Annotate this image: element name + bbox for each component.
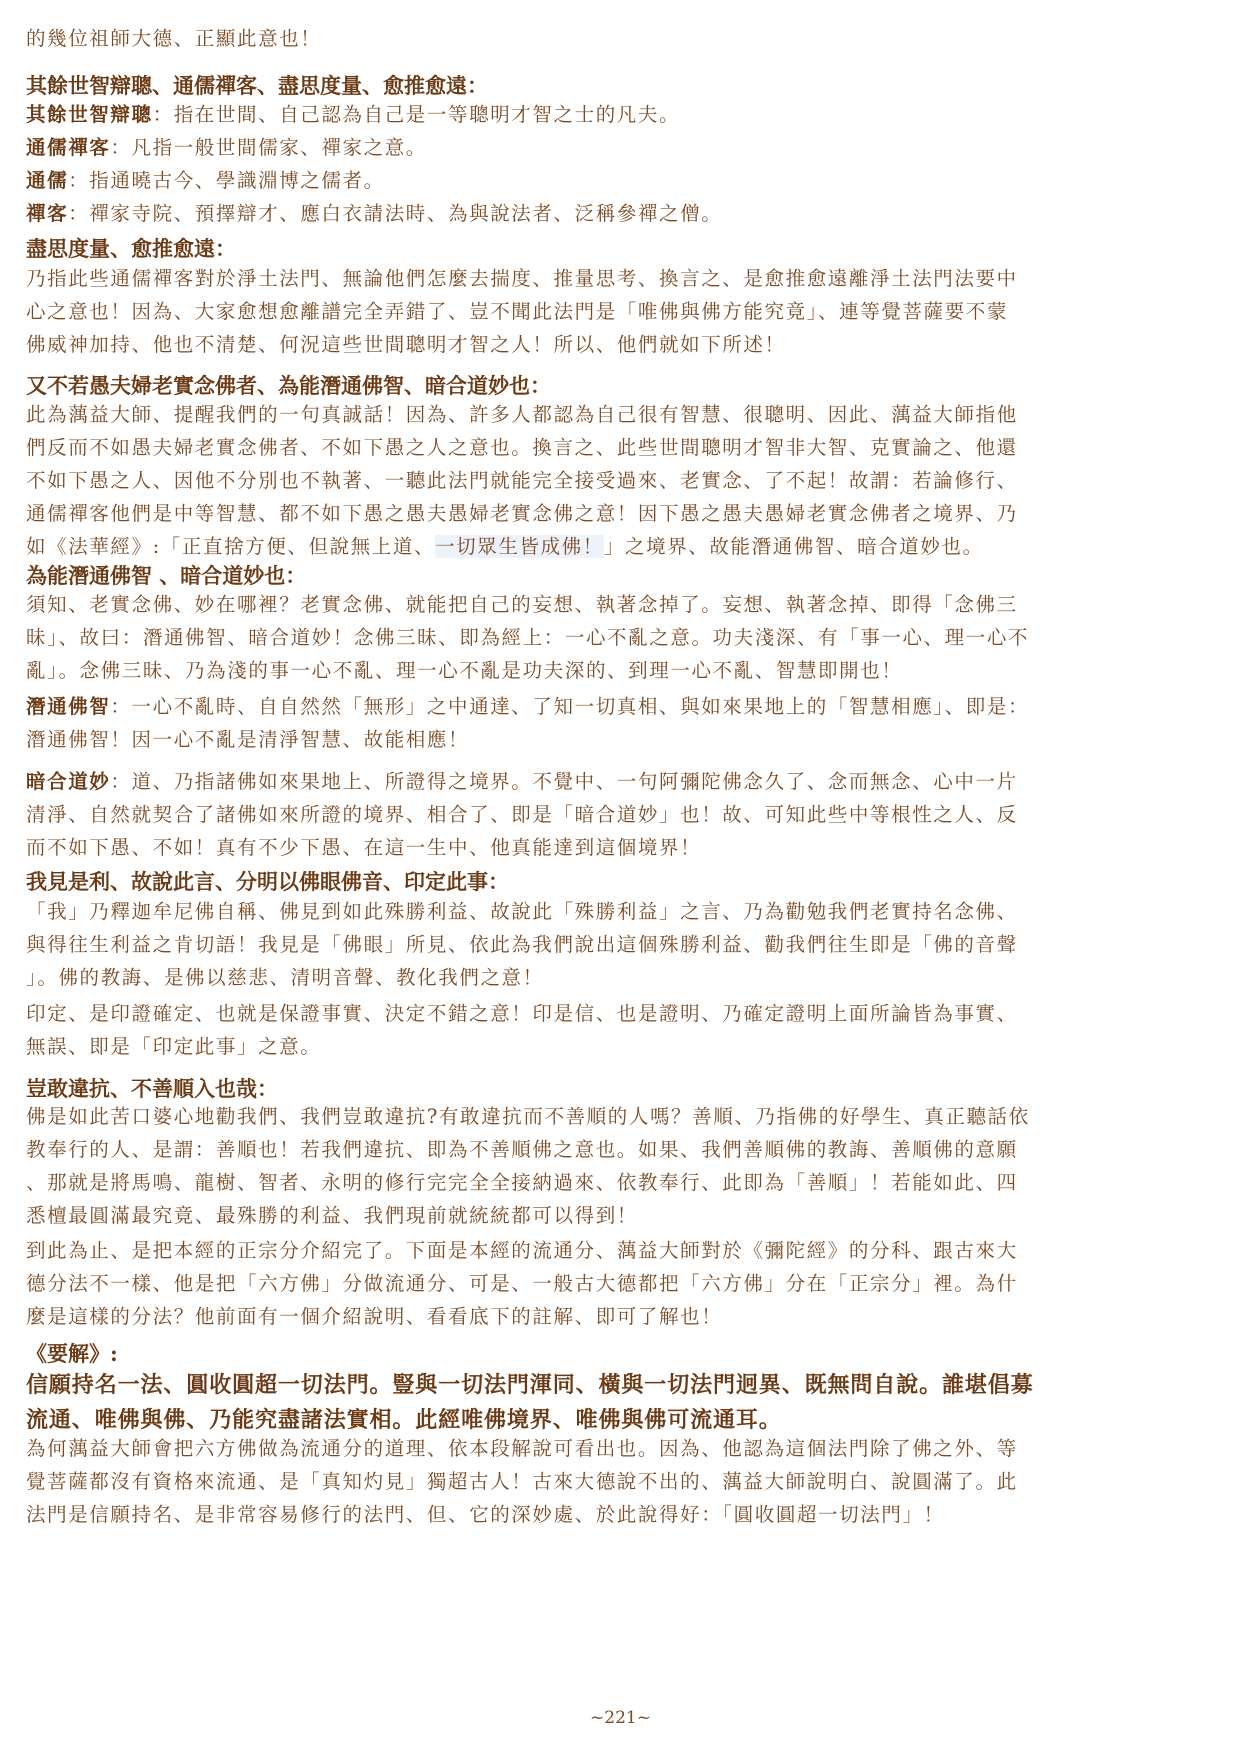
- section-heading: 我見是利、故說此言、分明以佛眼佛音、印定此事：: [26, 869, 509, 894]
- text-line: 教奉行的人、是謂：善順也！若我們違抗、即為不善順佛之意也。如果、我們善順佛的教誨、善順佛的意願: [26, 1138, 1018, 1161]
- paragraph: [26, 690, 1029, 756]
- text-line: 覺菩薩都沒有資格來流通、是「真知灼見」獨超古人！古來大德說不出的、蕅益大師說明白、說圓滿了。此: [26, 1470, 1018, 1493]
- definition-item: [26, 98, 722, 131]
- definition-term: 其餘世智辯聰: [26, 103, 153, 126]
- text-line: 為何蕅益大師會把六方佛做為流通分的道理、依本段解說可看出也。因為、他認為這個法門除了佛之外、等: [26, 1437, 1018, 1460]
- definition-text: ：指在世間、自己認為自己是一等聰明才智之士的凡夫。: [152, 103, 681, 126]
- definition-text: ：一心不亂時、自自然然「無形」之中通達、了知一切真相、與如來果地上的「智慧相應」、即是：: [110, 695, 1030, 718]
- definition-item: [26, 131, 722, 164]
- paragraph: [26, 262, 1018, 361]
- paragraph: [26, 765, 1018, 864]
- definition-term: 潛通佛智: [26, 695, 111, 718]
- text-line: 」。佛的教誨、是佛以慈悲、清明音聲、教化我們之意！: [26, 966, 544, 989]
- section-heading: 《要解》:: [26, 1341, 118, 1366]
- definition-term: 暗合道妙: [26, 770, 111, 793]
- text-line: 與得往生利益之肯切語！我見是「佛眼」所見、依此為我們說出這個殊勝利益、勸我們往生即是「佛的音聲: [26, 933, 1018, 956]
- section-heading: 又不若愚夫婦老實念佛者、為能潛通佛智、暗合道妙也：: [26, 373, 551, 398]
- section-heading: 盡思度量、愈推愈遠：: [26, 236, 236, 261]
- quote-line: 流通、唯佛與佛、乃能究盡諸法實相。此經唯佛境界、唯佛與佛可流通耳。: [26, 1407, 782, 1433]
- text-line: 印定、是印證確定、也就是保證事實、決定不錯之意！印是信、也是證明、乃確定證明上面所論皆為事實、: [26, 1002, 1018, 1025]
- text-line: 無誤、即是「印定此事」之意。: [26, 1035, 322, 1058]
- commentary-quote: [26, 1368, 1034, 1438]
- text-line: 乃指此些通儒禪客對於淨土法門、無論他們怎麼去揣度、推量思考、換言之、是愈推愈遠離淨土法門法要中: [26, 267, 1018, 290]
- paragraph: [26, 1234, 1018, 1333]
- text-line: 麼是這樣的分法？他前面有一個介紹說明、看看底下的註解、即可了解也！: [26, 1305, 723, 1328]
- section-heading: 其餘世智辯聰、通儒禪客、盡思度量、愈推愈遠：: [26, 73, 488, 98]
- text-line: 悉檀最圓滿最究竟、最殊勝的利益、我們現前就統統都可以得到！: [26, 1204, 638, 1227]
- definition-item: [26, 164, 722, 197]
- text-line: 昧」、故曰：潛通佛智、暗合道妙！念佛三昧、即為經上：一心不亂之意。功夫淺深、有「事一心、理一心不: [26, 626, 1030, 649]
- paragraph: [26, 895, 1018, 994]
- text-line: 法門是信願持名、是非常容易修行的法門、但、它的深妙處、於此說得好：「圓收圓超一切法門」！: [26, 1503, 945, 1526]
- text-line: 通儒禪客他們是中等智慧、都不如下愚之愚夫愚婦老實念佛之意！因下愚之愚夫愚婦老實念佛者之境界、乃: [26, 502, 1018, 525]
- page-number: ~221~: [590, 1708, 651, 1728]
- text-line: [26, 690, 1029, 723]
- section-heading: 豈敢違抗、不善順入也哉：: [26, 1076, 278, 1101]
- text-line: [26, 530, 1018, 563]
- text-line: 心之意也！因為、大家愈想愈離譜完全弄錯了、豈不聞此法門是「唯佛與佛方能究竟」、連等覺菩薩要不蒙: [26, 300, 1008, 323]
- paragraph: [26, 1432, 1018, 1531]
- text-line: 「我」乃釋迦牟尼佛自稱、佛見到如此殊勝利益、故說此「殊勝利益」之言、乃為勸勉我們老實持名念佛、: [26, 900, 1018, 923]
- definition-list: [26, 98, 722, 230]
- text-line: 清淨、自然就契合了諸佛如來所證的境界、相合了、即是「暗合道妙」也！故、可知此些中等根性之人、反: [26, 803, 1018, 826]
- text-segment: 如《法華經》:「正直捨方便、但說無上道、: [26, 535, 436, 558]
- text-line: 佛是如此苦口婆心地勸我們、我們豈敢違抗?有敢違抗而不善順的人嗎？善順、乃指佛的好學生、真正聽話依: [26, 1105, 1030, 1128]
- text-line: 佛威神加持、他也不清楚、何況這些世間聰明才智之人！所以、他們就如下所述！: [26, 333, 786, 356]
- text-line: 不如下愚之人、因他不分別也不執著、一聽此法門就能完全接受過來、老實念、了不起！故謂：若論修行、: [26, 469, 1018, 492]
- definition-text: ：凡指一般世間儒家、禪家之意。: [110, 136, 427, 159]
- text-line: 潛通佛智！因一心不亂是清淨智慧、故能相應！: [26, 728, 470, 751]
- text-line: 須知、老實念佛、妙在哪裡？老實念佛、就能把自己的妄想、執著念掉了。妄想、執著念掉、即得「念佛三: [26, 593, 1018, 616]
- section-heading: 為能潛通佛智 、暗合道妙也：: [26, 563, 307, 588]
- text-line: 們反而不如愚夫婦老實念佛者、不如下愚之人之意也。換言之、此些世間聰明才智非大智、克實論之、他還: [26, 436, 1018, 459]
- definition-term: 禪客: [26, 202, 69, 225]
- text-line: 而不如下愚、不如！真有不少下愚、在這一生中、他真能達到這個境界！: [26, 836, 702, 859]
- text-line: 德分法不一樣、他是把「六方佛」分做流通分、可是、一般古大德都把「六方佛」分在「正宗分」裡。為什: [26, 1272, 1018, 1295]
- highlighted-text: 一切眾生皆成佛！: [435, 535, 604, 558]
- paragraph: [26, 997, 1018, 1063]
- text-segment: 」之境界、故能潛通佛智、暗合道妙也。: [603, 535, 984, 558]
- definition-text: ：指通曉古今、學識淵博之儒者。: [68, 169, 385, 192]
- paragraph: [26, 398, 1018, 563]
- text-line: 此為蕅益大師、提醒我們的一句真誠話！因為、許多人都認為自己很有智慧、很聰明、因此、蕅益大師指他: [26, 403, 1018, 426]
- definition-item: [26, 197, 722, 230]
- text-line: [26, 765, 1018, 798]
- paragraph: [26, 1100, 1030, 1232]
- quote-line: 信願持名一法、圓收圓超一切法門。豎與一切法門渾同、橫與一切法門迥異、既無問自說。誰堪倡募: [26, 1372, 1034, 1398]
- text-line: 到此為止、是把本經的正宗分介紹完了。下面是本經的流通分、蕅益大師對於《彌陀經》的分科、跟古來大: [26, 1239, 1018, 1262]
- definition-term: 通儒: [26, 169, 69, 192]
- text-line: 、那就是將馬鳴、龍樹、智者、永明的修行完完全全接納過來、依教奉行、此即為「善順」！若能如此、四: [26, 1171, 1018, 1194]
- top-line: 的幾位祖師大德、正顯此意也！: [26, 27, 322, 50]
- paragraph: [26, 588, 1029, 687]
- text-line: 亂」。念佛三昧、乃為淺的事一心不亂、理一心不亂是功夫深的、到理一心不亂、智慧即開也！: [26, 659, 903, 682]
- definition-text: ：禪家寺院、預擇辯才、應白衣請法時、為與說法者、泛稱參禪之僧。: [68, 202, 723, 225]
- definition-term: 通儒禪客: [26, 136, 111, 159]
- definition-text: ：道、乃指諸佛如來果地上、所證得之境界。不覺中、一句阿彌陀佛念久了、念而無念、心中一片: [110, 770, 1018, 793]
